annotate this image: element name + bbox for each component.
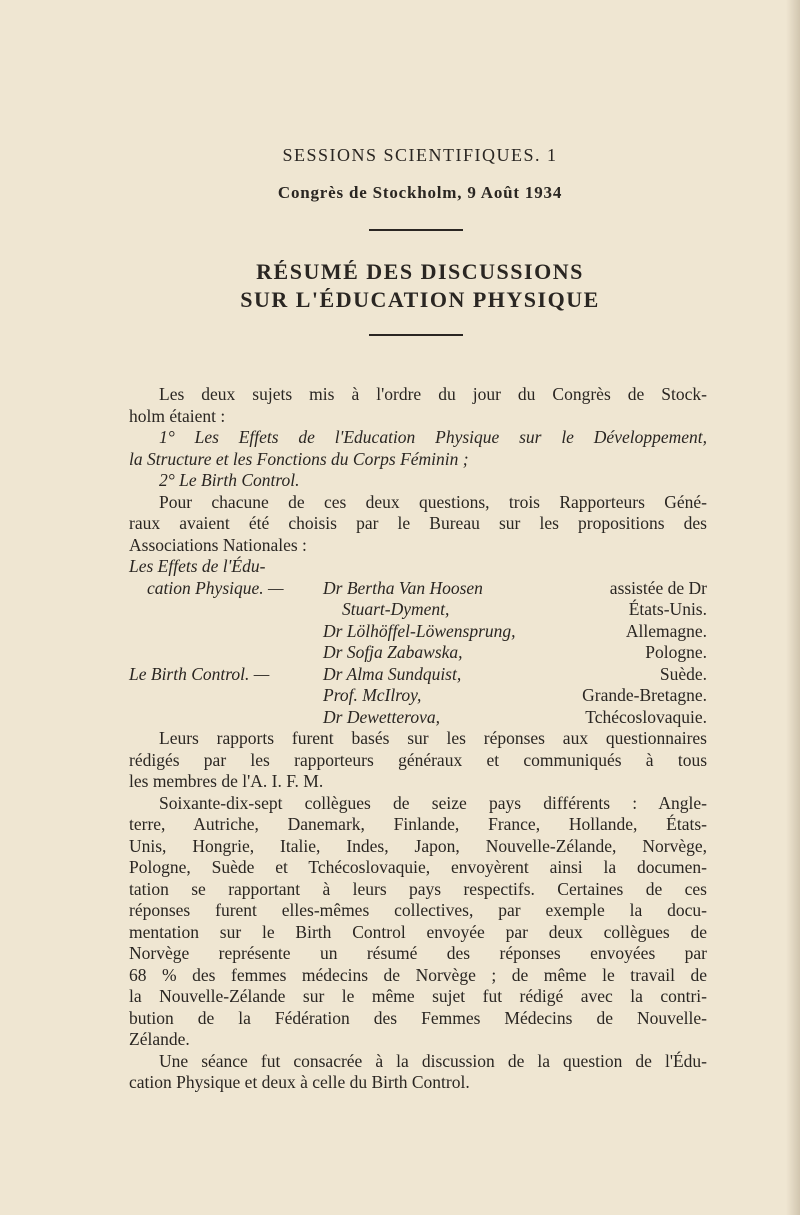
rapporteur-country: Suède. [659,663,707,684]
rapporteurs-intro-line: Associations Nationales : [129,534,307,555]
rapporteur-name: Dr Sofja Zabawska, [323,642,463,662]
colleagues-line: tation se rapportant à leurs pays respectifs. Certaines de ces [129,878,707,899]
rapporteur-country: Grande-Bretagne. [582,685,707,705]
rapporteur-row [129,642,707,664]
rapporteur-country: États-Unis. [628,599,707,619]
topic-2: 2° Le Birth Control. [159,470,300,490]
running-header: SESSIONS SCIENTIFIQUES. 1 [282,145,558,165]
page-title-line-2: SUR L'ÉDUCATION PHYSIQUE [240,287,600,312]
colleagues-line: terre, Autriche, Danemark, Finlande, France, Hollande, États- [129,814,707,834]
topic-1-line: la Structure et les Fonctions du Corps Féminin ; [129,448,469,469]
colleagues-line: Zélande. [129,1029,190,1049]
topic-1-line: 1° Les Effets de l'Education Physique sur le Développement, [159,427,707,447]
bottom-divider [369,334,463,336]
rapporteur-row [129,556,707,578]
rapporteur-country: Tchécoslovaquie. [585,706,707,727]
rapporteurs-intro-line: raux avaient été choisis par le Bureau sur les propositions des [129,513,707,533]
session-line: cation Physique et deux à celle du Birth Control. [129,1072,470,1092]
reports-line: rédigés par les rapporteurs généraux et communiqués à tous [129,749,707,770]
rapporteur-row [129,621,707,643]
congress-subtitle: Congrès de Stockholm, 9 Août 1934 [277,183,563,202]
colleagues-line: bution de la Fédération des Femmes Médecins de Nouvelle- [129,1007,707,1028]
colleagues-line: réponses furent elles-mêmes collectives, par exemple la docu- [129,900,707,920]
rapporteur-country: Allemagne. [625,620,707,641]
colleagues-line: Pologne, Suède et Tchécoslovaquie, envoyèrent ainsi la documen- [129,857,707,877]
rapporteurs-intro-line: Pour chacune de ces deux questions, trois Rapporteurs Géné- [159,491,707,512]
reports-line: les membres de l'A. I. F. M. [129,771,324,791]
rapporteur-name: Dr Alma Sundquist, [323,663,462,684]
colleagues-line: Unis, Hongrie, Italie, Indes, Japon, Nouvelle-Zélande, Norvège, [129,835,707,856]
topic-1-label: Les Effets de l'Édu- [129,556,266,576]
topic-2-label: Le Birth Control. — [129,663,270,684]
rapporteur-name: Dr Bertha Van Hoosen [323,577,483,598]
rapporteur-name: Dr Dewetterova, [323,706,440,727]
topic-1-label: cation Physique. — [147,577,284,598]
page-title-line-1: RÉSUMÉ DES DISCUSSIONS [256,259,584,284]
colleagues-line: Norvège représente un résumé des réponses envoyées par [129,943,707,963]
reports-line: Leurs rapports furent basés sur les réponses aux questionnaires [159,728,707,748]
rapporteur-country: Pologne. [645,642,707,662]
rapporteur-row [129,599,707,621]
colleagues-line: 68 % des femmes médecins de Norvège ; de même le travail de [129,964,707,985]
colleagues-line: la Nouvelle-Zélande sur le même sujet fut rédigé avec la contri- [129,986,707,1006]
rapporteur-row [129,707,707,729]
intro-line: holm étaient : [129,405,226,426]
colleagues-line: mentation sur le Birth Control envoyée par deux collègues de [129,921,707,942]
rapporteur-row [129,578,707,600]
top-divider [369,229,463,231]
intro-line: Les deux sujets mis à l'ordre du jour du Congrès de Stock- [159,384,707,404]
rapporteur-name: Stuart-Dyment, [342,599,450,619]
rapporteur-assist: assistée de Dr [609,577,707,598]
rapporteur-row [129,664,707,686]
rapporteur-name: Prof. McIlroy, [323,685,422,705]
colleagues-line: Soixante-dix-sept collègues de seize pays différents : Angle- [159,792,707,813]
rapporteur-name: Dr Lölhöffel-Löwensprung, [323,620,516,641]
rapporteur-row [129,685,707,707]
session-line: Une séance fut consacrée à la discussion de la question de l'Édu- [159,1050,707,1071]
article-body [129,384,707,1094]
